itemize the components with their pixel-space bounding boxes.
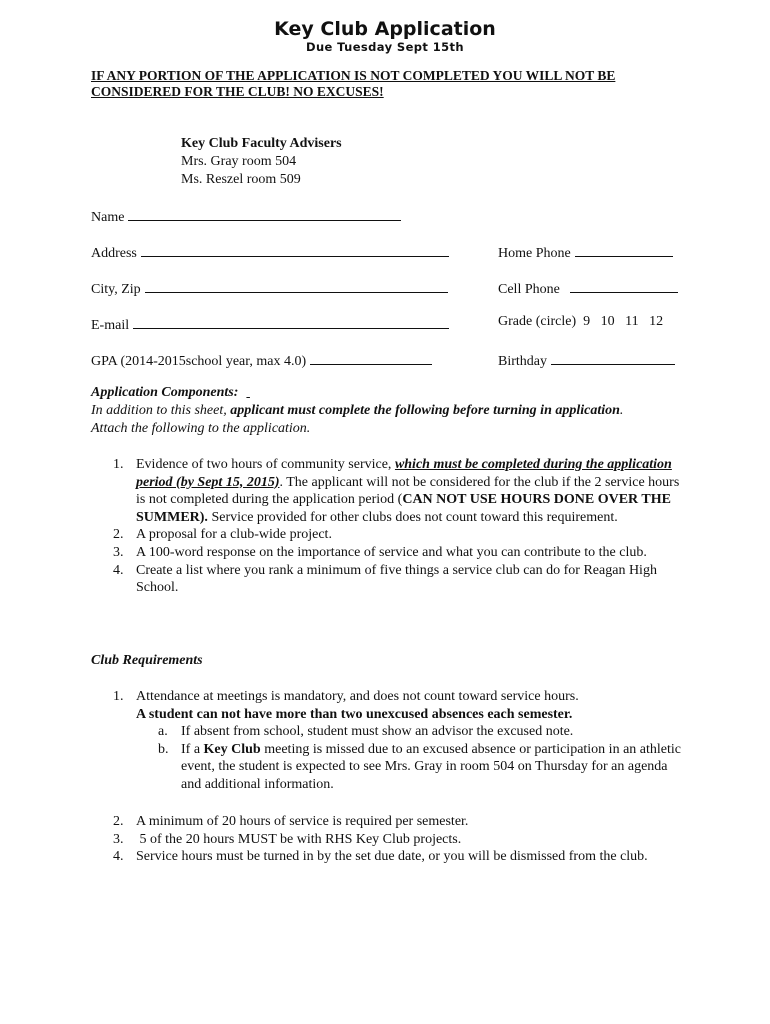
list-text: . The applicant will not be considered for the club if the 2 service hours is not completed during the application period (: [136, 474, 680, 508]
email-input-line[interactable]: [133, 314, 449, 329]
list-text: 5 of the 20 hours MUST be with RHS Key Club projects.: [136, 831, 462, 847]
address-input-line[interactable]: [141, 242, 449, 257]
birthday-input-line[interactable]: [551, 350, 675, 365]
sub-list-letter: a.: [158, 724, 168, 740]
components-heading-text: Application Components:: [91, 385, 239, 400]
grade-label[interactable]: Grade (circle) 9 10 11 12: [498, 314, 664, 329]
components-intro-line: Attach the following to the application.: [91, 421, 311, 436]
intro-text: In addition to this sheet,: [91, 403, 231, 418]
list-number: 4.: [113, 849, 124, 865]
list-text: A minimum of 20 hours of service is required per semester.: [136, 814, 469, 829]
list-item: [91, 688, 686, 794]
name-field[interactable]: [91, 206, 401, 226]
intro-bold-text: applicant must complete the following before turning in application: [230, 403, 620, 418]
faculty-advisers: [181, 135, 342, 189]
gpa-input-line[interactable]: [310, 350, 432, 365]
email-field[interactable]: [91, 314, 449, 334]
warning-line: CONSIDERED FOR THE CLUB! NO EXCUSES!: [91, 84, 384, 99]
components-intro: [91, 402, 691, 438]
birthday-field[interactable]: [498, 350, 675, 370]
home-phone-label: Home Phone: [498, 246, 571, 261]
name-label: Name: [91, 210, 125, 225]
list-item: [91, 831, 686, 849]
list-text: Create a list where you rank a minimum of five things a service club can do for Reagan High School.: [136, 562, 657, 596]
warning-line: IF ANY PORTION OF THE APPLICATION IS NOT COMPLETED YOU WILL NOT BE: [91, 68, 616, 83]
components-list: [91, 456, 681, 597]
list-number: 1.: [113, 689, 124, 704]
list-text: A 100-word response on the importance of service and what you can contribute to the club.: [136, 544, 647, 560]
page-title: Key Club Application: [274, 18, 496, 40]
list-number: 4.: [113, 562, 124, 578]
due-date: Due Tuesday Sept 15th: [306, 40, 464, 54]
city-zip-field[interactable]: [91, 278, 448, 298]
list-item: [91, 526, 681, 544]
list-text: Attendance at meetings is mandatory, and does not count toward service hours.: [136, 689, 579, 704]
cell-phone-field[interactable]: [498, 278, 678, 298]
components-intro-line: [91, 402, 691, 420]
email-label: E-mail: [91, 318, 130, 333]
cell-phone-input-line[interactable]: [570, 278, 678, 293]
gpa-field[interactable]: [91, 350, 432, 370]
list-item: [91, 813, 686, 831]
address-field[interactable]: [91, 242, 449, 262]
warning-notice: [91, 68, 671, 100]
list-text: Evidence of two hours of community service,: [136, 457, 395, 472]
name-input-line[interactable]: [128, 206, 401, 221]
list-emphasis: which must be completed during the application period (by Sept 15, 2015): [136, 457, 672, 490]
list-bold: A student can not have more than two unexcused absences each semester.: [136, 706, 573, 722]
birthday-label: Birthday: [498, 354, 547, 369]
list-item: [91, 848, 686, 866]
intro-period: .: [619, 403, 624, 418]
cell-phone-label: Cell Phone: [498, 282, 560, 297]
list-number: 3.: [113, 544, 124, 560]
sub-list-item: [136, 741, 686, 794]
city-zip-input-line[interactable]: [145, 278, 448, 293]
list-item: [91, 544, 681, 562]
sub-list-item: [136, 723, 686, 741]
list-text: Service provided for other clubs does not count toward this requirement.: [207, 509, 618, 525]
list-text: A proposal for a club-wide project.: [136, 527, 332, 543]
list-number: 2.: [113, 527, 124, 543]
home-phone-input-line[interactable]: [575, 242, 673, 257]
list-bold: CAN NOT USE HOURS DONE OVER THE SUMMER).: [136, 492, 671, 525]
city-zip-label: City, Zip: [91, 282, 141, 297]
sub-list-text: If absent from school, student must show an advisor the excused note.: [181, 724, 574, 740]
advisers-heading: Key Club Faculty Advisers: [181, 136, 342, 151]
list-number: 3.: [113, 831, 124, 847]
sub-list-letter: b.: [158, 741, 169, 757]
components-heading: [91, 385, 250, 401]
list-text: Service hours must be turned in by the set due date, or you will be dismissed from the club.: [136, 849, 648, 865]
adviser-item: Ms. Reszel room 509: [181, 172, 301, 187]
list-number: 1.: [113, 457, 124, 472]
list-item: [91, 562, 681, 597]
home-phone-field[interactable]: [498, 242, 673, 262]
requirements-heading: Club Requirements: [91, 653, 203, 668]
sub-list-bold: Key Club: [203, 741, 261, 757]
list-item: [91, 456, 681, 526]
requirements-list-continued: [91, 813, 686, 866]
list-number: 2.: [113, 814, 124, 829]
adviser-item: Mrs. Gray room 504: [181, 154, 297, 169]
sub-list-text: If a: [181, 741, 204, 757]
address-label: Address: [91, 246, 137, 261]
grade-field[interactable]: [498, 314, 663, 330]
requirements-list: [91, 688, 686, 794]
sub-list-text: meeting is missed due to an excused absence or participation in an athletic event, the student is expected to see Mrs. Gray in room 504 on Thursday for an agenda and additional information.: [181, 741, 681, 792]
sub-list: [136, 723, 686, 793]
gpa-label: GPA (2014-2015school year, max 4.0): [91, 354, 307, 369]
